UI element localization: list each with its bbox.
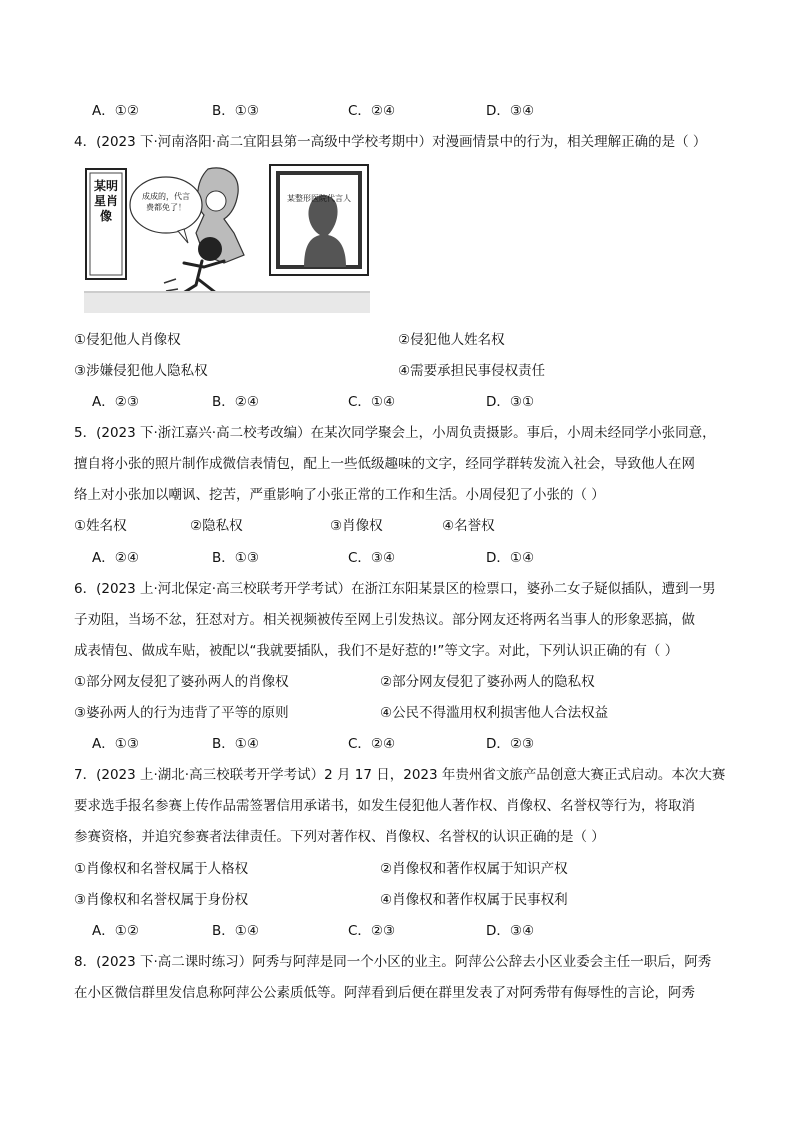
q5-line-2: 擅自将小张的照片制作成微信表情包，配上一些低级趣味的文字，经同学群转发流入社会，导致他人在网 [74,456,695,472]
q6-line-3: 成表情包、做成车贴，被配以“我就要插队，我们不是好惹的!”等文字。对此，下列认识正确的有（ ） [74,643,679,659]
speech-bubble-text: 成成的，代言费都免了！ [142,192,190,212]
q5-choice-b: B．①③ [212,550,259,566]
q7-line-1: 7．(2023 上·湖北·高三校联考开学考试）2 月 17 日，2023 年贵州省文旅产品创意大赛正式启动。本次大赛 [74,767,726,783]
q5-statement-3: ③肖像权 [330,518,383,534]
q6-line-1: 6．(2023 上·河北保定·高三校联考开学考试）在浙江东阳某景区的检票口，婆孙二女子疑似插队，遭到一男 [74,581,716,597]
q7-choice-b: B．①④ [212,923,259,939]
q7-statement-1: ①肖像权和名誉权属于人格权 [74,861,249,877]
q4-choice-b: B．②④ [212,394,259,410]
q8-line-2: 在小区微信群里发信息称阿萍公公素质低等。阿萍看到后便在群里发表了对阿秀带有侮辱性的言论，阿秀 [74,985,695,1001]
q4-statement-2: ②侵犯他人姓名权 [398,332,505,348]
q4-choice-c: C．①④ [348,394,396,410]
q3-choice-c: C．②④ [348,103,396,119]
cartoon-illustration [84,163,370,313]
left-frame-caption: 某明星肖像 [93,179,118,223]
q5-statement-1: ①姓名权 [74,518,127,534]
q3-choice-b: B．①③ [212,103,259,119]
q7-statement-4: ④肖像权和著作权属于民事权利 [380,892,568,908]
q3-choice-a: A．①② [92,103,139,119]
q6-choice-d: D．②③ [486,736,535,752]
q6-line-2: 子劝阻，当场不忿，狂怼对方。相关视频被传至网上引发热议。部分网友还将两名当事人的形象恶搞，做 [74,612,695,628]
q5-statement-2: ②隐私权 [190,518,243,534]
q5-choice-d: D．①④ [486,550,535,566]
q5-choice-a: A．②④ [92,550,139,566]
q5-line-3: 络上对小张加以嘲讽、挖苦，严重影响了小张正常的工作和生活。小周侵犯了小张的（ ） [74,487,605,503]
q7-statement-3: ③肖像权和名誉权属于身份权 [74,892,249,908]
q4-statement-4: ④需要承担民事侵权责任 [398,363,546,379]
q7-line-2: 要求选手报名参赛上传作品需签署信用承诺书，如发生侵犯他人著作权、肖像权、名誉权等行为，将取消 [74,798,695,814]
q7-choice-c: C．②③ [348,923,396,939]
q6-choice-c: C．②④ [348,736,396,752]
q4-choice-a: A．②③ [92,394,139,410]
q4-statement-1: ①侵犯他人肖像权 [74,332,181,348]
q6-choice-b: B．①④ [212,736,259,752]
q7-line-3: 参赛资格，并追究参赛者法律责任。下列对著作权、肖像权、名誉权的认识正确的是（ ） [74,829,605,845]
q4-statement-3: ③涉嫌侵犯他人隐私权 [74,363,208,379]
q5-choice-c: C．③④ [348,550,396,566]
q7-statement-2: ②肖像权和著作权属于知识产权 [380,861,568,877]
q6-statement-4: ④公民不得滥用权利损害他人合法权益 [380,705,609,721]
q4-choice-d: D．③① [486,394,535,410]
q8-line-1: 8．(2023 下·高二课时练习）阿秀与阿萍是同一个小区的业主。阿萍公公辞去小区业委会主任一职后，阿秀 [74,954,712,970]
q6-choice-a: A．①③ [92,736,139,752]
q5-line-1: 5．(2023 下·浙江嘉兴·高二校考改编）在某次同学聚会上，小周负责摄影。事后，小周未经同学小张同意， [74,425,716,441]
q5-statement-4: ④名誉权 [442,518,495,534]
q6-statement-2: ②部分网友侵犯了婆孙两人的隐私权 [380,674,595,690]
q6-statement-1: ①部分网友侵犯了婆孙两人的肖像权 [74,674,289,690]
q7-choice-a: A．①② [92,923,139,939]
right-frame-caption: 某整形医院代言人 [287,194,351,203]
q3-choice-d: D．③④ [486,103,535,119]
q4-stem: 4．(2023 下·河南洛阳·高二宜阳县第一高级中学校考期中）对漫画情景中的行为，相关理解正确的是（ ） [74,134,707,150]
q7-choice-d: D．③④ [486,923,535,939]
q6-statement-3: ③婆孙两人的行为违背了平等的原则 [74,705,289,721]
